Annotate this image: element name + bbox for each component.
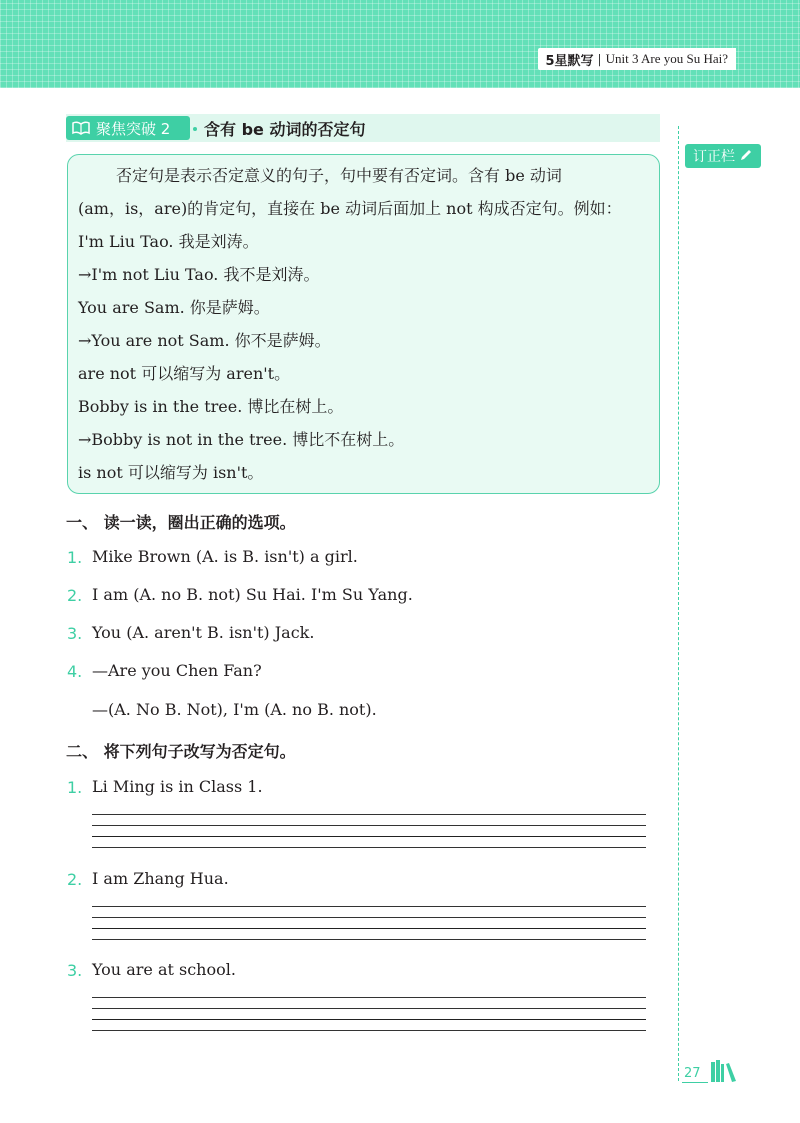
question-number: 3. (67, 624, 83, 643)
focus-tag (66, 116, 190, 140)
header-separator: | (597, 52, 602, 66)
question-text: I am (A. no B. not) Su Hai. I'm Su Yang. (92, 585, 413, 604)
question-text: —Are you Chen Fan? (92, 661, 262, 680)
question-text-reply: —(A. No B. Not), I'm (A. no B. not). (92, 700, 377, 719)
section-heading: 二、 将下列句子改写为否定句。 (66, 742, 296, 761)
question-number: 3. (67, 961, 83, 980)
answer-writing-lines[interactable] (92, 906, 646, 942)
question-text: You are at school. (92, 960, 236, 979)
example-line: Bobby is in the tree. 博比在树上。 (78, 397, 344, 416)
explanation-line: 否定句是表示否定意义的句子，句中要有否定词。含有 be 动词 (116, 166, 562, 185)
books-icon (710, 1058, 738, 1082)
example-line: →Bobby is not in the tree. 博比不在树上。 (78, 430, 405, 449)
example-line: →I'm not Liu Tao. 我不是刘涛。 (78, 265, 320, 284)
explanation-line: (am，is，are)的肯定句，直接在 be 动词后面加上 not 构成否定句。例如： (78, 199, 622, 218)
question-number: 4. (67, 662, 83, 681)
note-line: are not 可以缩写为 aren't。 (78, 364, 291, 383)
page-number: 27 (684, 1066, 701, 1081)
question-text: You (A. aren't B. isn't) Jack. (92, 623, 315, 642)
focus-dot (193, 127, 197, 131)
page-number-rule (682, 1082, 708, 1083)
header-label (538, 48, 737, 70)
correction-label: 订正栏 (693, 149, 735, 165)
answer-writing-lines[interactable] (92, 997, 646, 1033)
focus-tag-label: 聚焦突破 2 (96, 119, 171, 138)
header-series: 5星默写 (545, 53, 594, 69)
question-number: 1. (67, 778, 83, 797)
header-band (0, 0, 800, 88)
question-number: 2. (67, 586, 83, 605)
example-line: →You are not Sam. 你不是萨姆。 (78, 331, 331, 350)
note-line: is not 可以缩写为 isn't。 (78, 463, 264, 482)
pencil-icon (739, 147, 753, 166)
section-heading: 一、 读一读，圈出正确的选项。 (66, 513, 296, 532)
question-text: I am Zhang Hua. (92, 869, 229, 888)
question-number: 1. (67, 548, 83, 567)
example-line: You are Sam. 你是萨姆。 (78, 298, 270, 317)
correction-column-divider (678, 126, 679, 1081)
correction-tab (685, 144, 761, 168)
open-book-icon (70, 119, 92, 137)
focus-title: 含有 be 动词的否定句 (204, 120, 366, 139)
question-text: Mike Brown (A. is B. isn't) a girl. (92, 547, 358, 566)
example-line: I'm Liu Tao. 我是刘涛。 (78, 232, 259, 251)
question-text: Li Ming is in Class 1. (92, 777, 263, 796)
answer-writing-lines[interactable] (92, 814, 646, 850)
header-unit-title: Unit 3 Are you Su Hai? (605, 51, 728, 66)
question-number: 2. (67, 870, 83, 889)
